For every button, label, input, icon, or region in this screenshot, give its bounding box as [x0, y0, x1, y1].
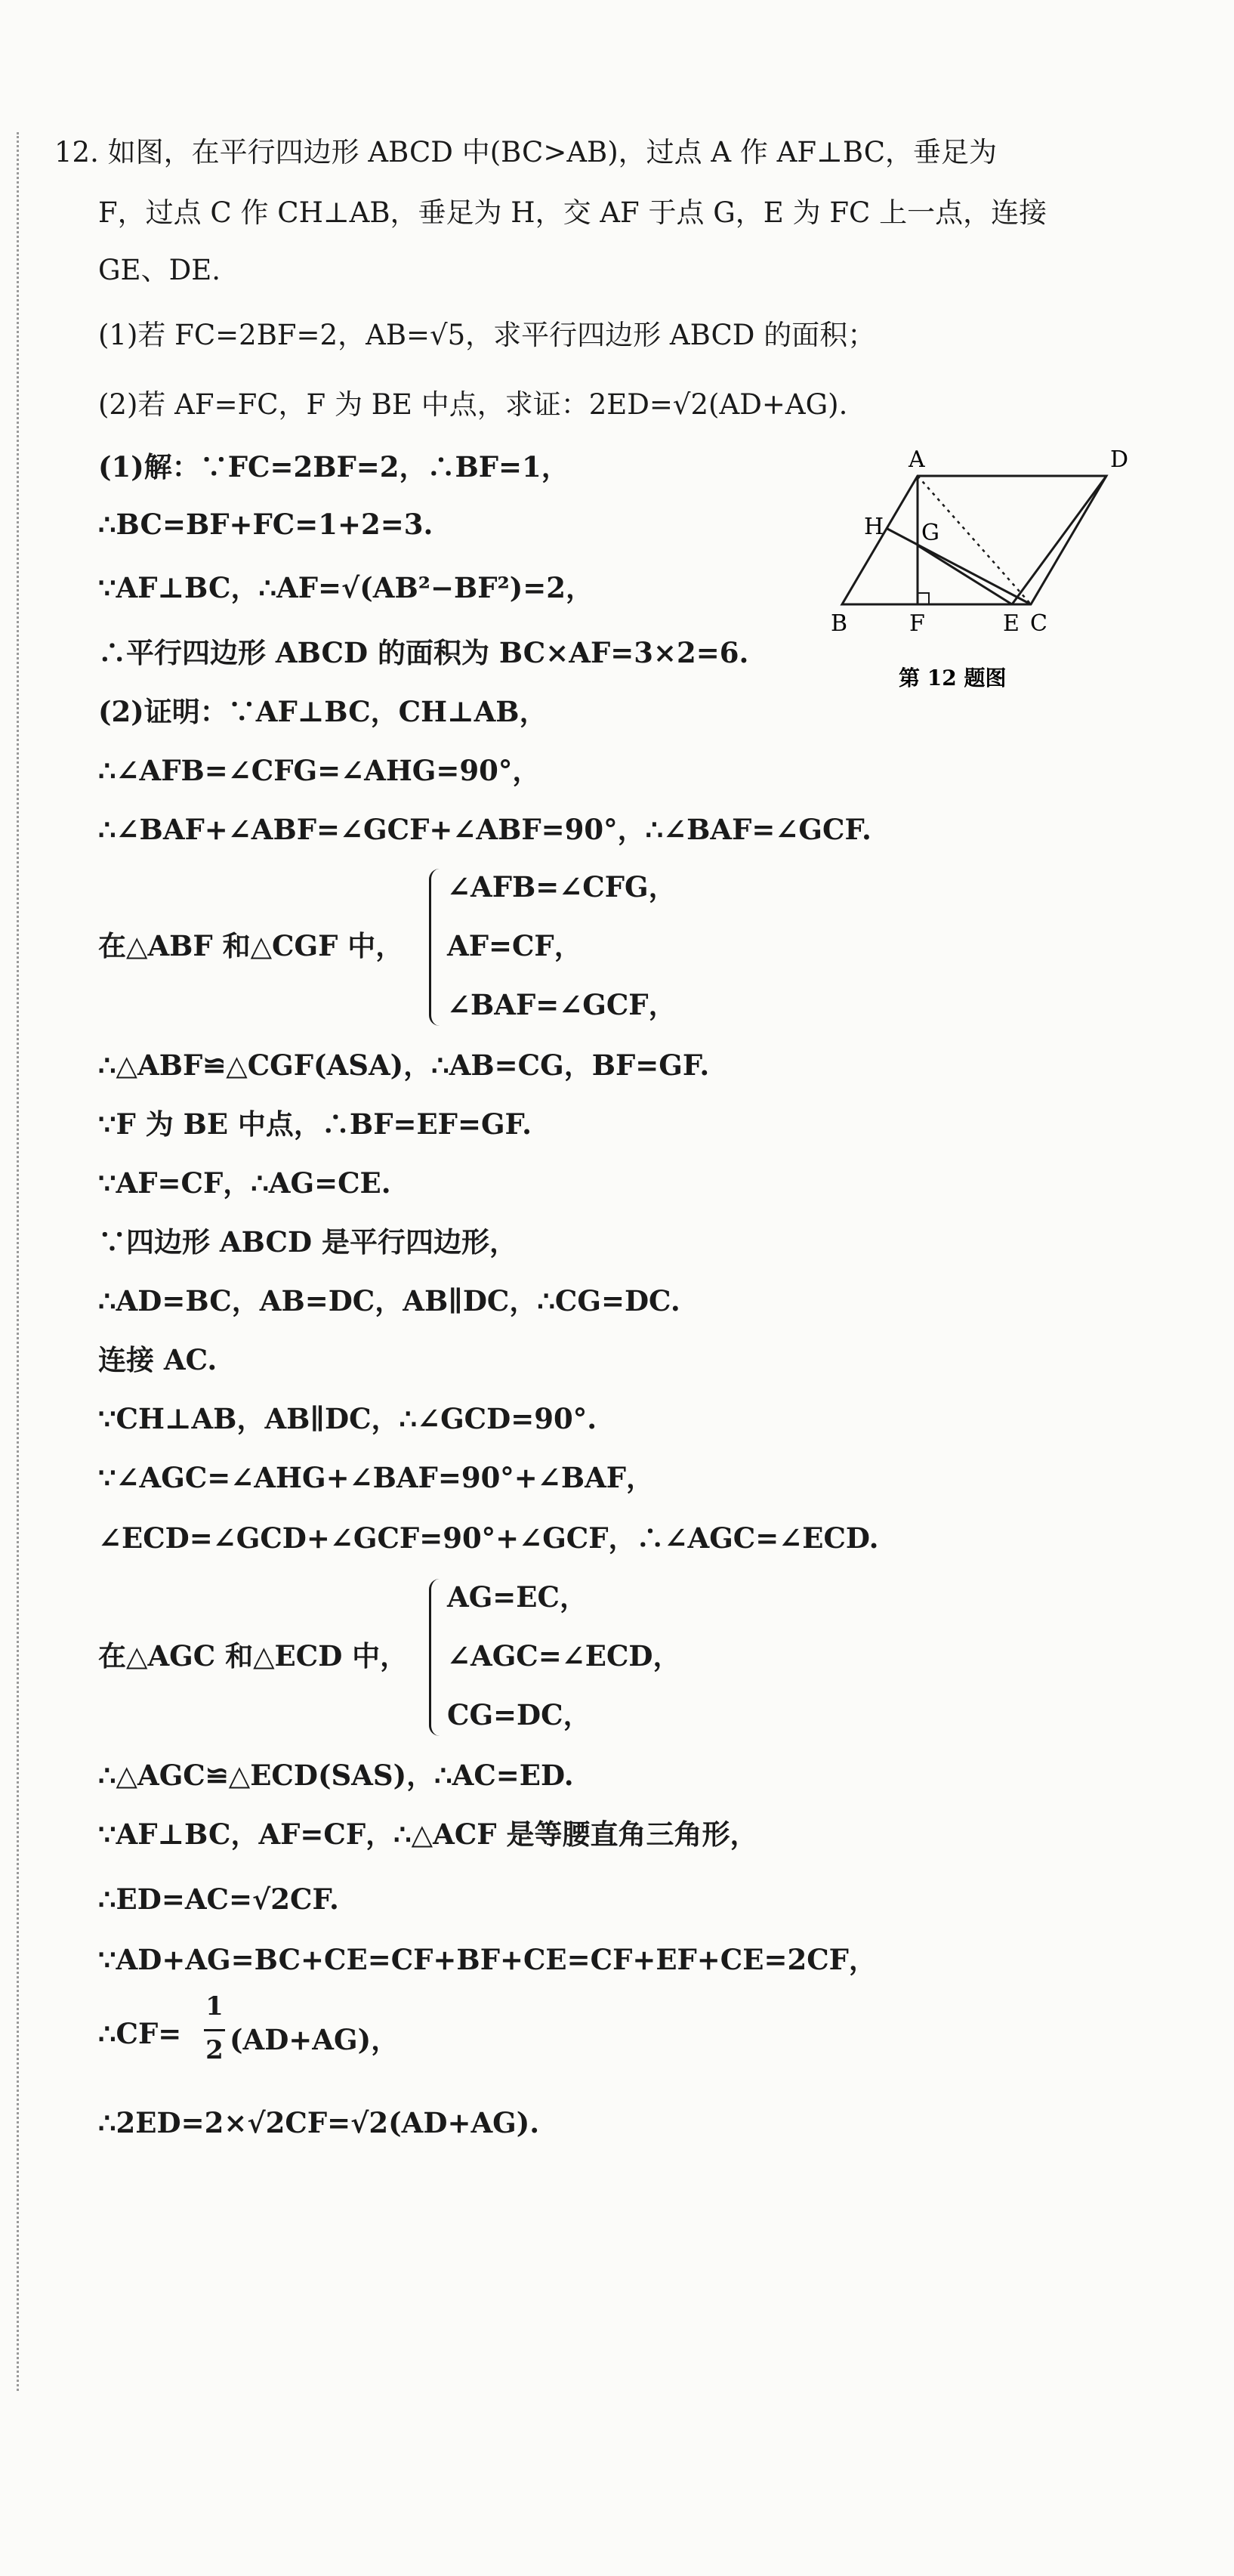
- label-c: C: [1030, 610, 1047, 637]
- label-h: H: [864, 514, 884, 540]
- solution-line: ∵∠AGC=∠AHG+∠BAF=90°+∠BAF，: [98, 1461, 655, 1494]
- solution-line: ∵CH⊥AB，AB∥DC，∴∠GCD=90°.: [98, 1402, 597, 1435]
- segment-de: [1012, 476, 1106, 604]
- solution-line: ∴∠AFB=∠CFG=∠AHG=90°，: [98, 754, 541, 787]
- problem-part-2: (2)若 AF=FC，F 为 BE 中点，求证：2ED=√2(AD+AG).: [98, 388, 848, 421]
- parallelogram-diagram: [831, 442, 1133, 699]
- label-e: E: [1003, 610, 1020, 637]
- fraction-suffix: (AD+AG)，: [230, 2023, 400, 2056]
- solution-line: ∴∠BAF+∠ABF=∠GCF+∠ABF=90°，∴∠BAF=∠GCF.: [98, 813, 872, 846]
- label-a: A: [909, 446, 925, 473]
- final-result: ∴2ED=2×√2CF=√2(AD+AG).: [98, 2106, 540, 2139]
- system-item: ∠AGC=∠ECD，: [447, 1639, 681, 1673]
- label-g: G: [921, 520, 939, 546]
- solution-line: ∵AD+AG=BC+CE=CF+BF+CE=CF+EF+CE=2CF，: [98, 1943, 877, 1976]
- solution-line: ∴ED=AC=√2CF.: [98, 1883, 339, 1916]
- solution-line: ∵AF=CF，∴AG=CE.: [98, 1166, 391, 1200]
- system-item: AG=EC，: [447, 1580, 588, 1614]
- system-prefix: 在△ABF 和△CGF 中，: [98, 929, 404, 962]
- right-angle-mark-f: [918, 593, 929, 604]
- system-item: CG=DC，: [447, 1698, 591, 1731]
- solution-line: ∴△AGC≌△ECD(SAS)，∴AC=ED.: [98, 1759, 574, 1792]
- problem-part-1: (1)若 FC=2BF=2，AB=√5，求平行四边形 ABCD 的面积；: [98, 319, 876, 351]
- solution-line: ∵F 为 BE 中点，∴BF=EF=GF.: [98, 1107, 532, 1141]
- solution-line: 连接 AC.: [98, 1343, 217, 1376]
- left-brace: [429, 869, 442, 1026]
- fraction-numerator: 1: [205, 1991, 224, 2022]
- system-prefix: 在△AGC 和△ECD 中，: [98, 1639, 409, 1673]
- geometry-figure: [831, 442, 1133, 699]
- system-item: AF=CF，: [447, 929, 582, 962]
- margin-dotted-line: [17, 132, 19, 2391]
- solution-line: ∴AD=BC，AB=DC，AB∥DC，∴CG=DC.: [98, 1284, 680, 1317]
- solution-line: ∠ECD=∠GCD+∠GCF=90°+∠GCF，∴∠AGC=∠ECD.: [98, 1521, 879, 1555]
- solution-line: ∵AF⊥BC，AF=CF，∴△ACF 是等腰直角三角形，: [98, 1818, 758, 1851]
- figure-caption: 第 12 题图: [899, 666, 1007, 690]
- solution-line: ∴平行四边形 ABCD 的面积为 BC×AF=3×2=6.: [98, 636, 749, 669]
- fraction-prefix: ∴CF=: [98, 2017, 182, 2050]
- problem-line-2: F，过点 C 作 CH⊥AB，垂足为 H，交 AF 于点 G，E 为 FC 上一点，连接: [98, 196, 1047, 229]
- system-item: ∠AFB=∠CFG，: [447, 870, 677, 903]
- problem-line-1: 12. 如图，在平行四边形 ABCD 中(BC>AB)，过点 A 作 AF⊥BC，垂足为: [54, 136, 998, 168]
- solution-line: (2)证明：∵AF⊥BC，CH⊥AB，: [98, 695, 548, 728]
- segment-ge: [918, 545, 1012, 604]
- solution-line: (1)解：∵FC=2BF=2，∴BF=1，: [98, 450, 569, 483]
- solution-line: ∵四边形 ABCD 是平行四边形，: [98, 1225, 517, 1259]
- label-b: B: [831, 610, 848, 637]
- solution-line: ∵AF⊥BC，∴AF=√(AB²−BF²)=2，: [98, 571, 594, 604]
- label-f: F: [909, 610, 925, 637]
- label-d: D: [1110, 446, 1129, 473]
- solution-line: ∴△ABF≌△CGF(ASA)，∴AB=CG，BF=GF.: [98, 1049, 710, 1082]
- fraction-denominator: 2: [205, 2035, 224, 2065]
- segment-ch: [887, 529, 1031, 604]
- fraction-bar: [204, 2029, 225, 2031]
- system-item: ∠BAF=∠GCF，: [447, 988, 677, 1021]
- solution-line: ∴BC=BF+FC=1+2=3.: [98, 508, 433, 541]
- problem-line-3: GE、DE.: [98, 254, 221, 286]
- left-brace: [429, 1579, 442, 1736]
